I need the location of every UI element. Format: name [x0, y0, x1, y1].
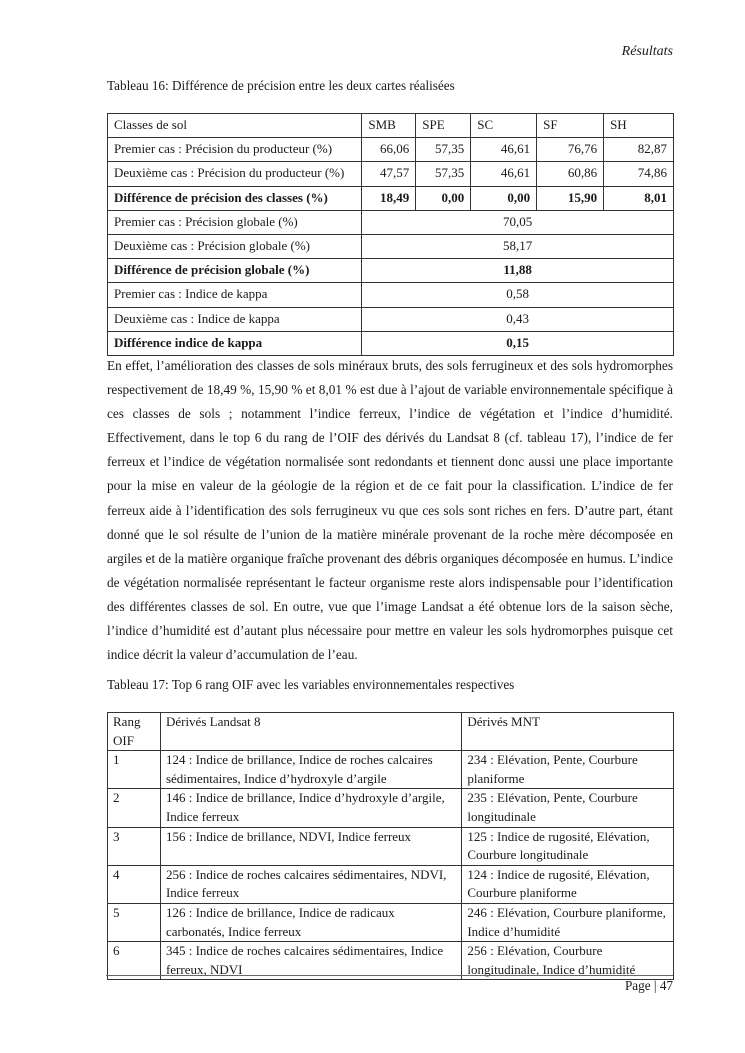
merged-value: 0,15 [362, 331, 674, 355]
rank-cell: 3 [108, 827, 161, 865]
table-row-bold [108, 331, 674, 355]
column-header: Dérivés MNT [462, 713, 674, 751]
table-row [108, 827, 674, 865]
table-row [108, 751, 674, 789]
page-separator: | [653, 978, 657, 993]
landsat-cell: 146 : Indice de brillance, Indice d’hydroxyle d’argile, Indice ferreux [160, 789, 461, 827]
landsat-cell: 156 : Indice de brillance, NDVI, Indice ferreux [160, 827, 461, 865]
merged-value: 58,17 [362, 234, 674, 258]
table-row [108, 234, 674, 258]
mnt-cell: 125 : Indice de rugosité, Elévation, Courbure longitudinale [462, 827, 674, 865]
table-row [108, 138, 674, 162]
cell-value: 76,76 [537, 138, 604, 162]
landsat-cell: 126 : Indice de brillance, Indice de radicaux carbonatés, Indice ferreux [160, 903, 461, 941]
landsat-cell: 124 : Indice de brillance, Indice de roches calcaires sédimentaires, Indice d’hydroxyle d’argile [160, 751, 461, 789]
page-footer [106, 975, 673, 994]
body-paragraph [107, 354, 673, 667]
row-label: Premier cas : Indice de kappa [108, 283, 362, 307]
row-label: Deuxième cas : Précision globale (%) [108, 234, 362, 258]
table-row [108, 307, 674, 331]
row-label: Deuxième cas : Précision du producteur (%) [108, 162, 362, 186]
column-header: SF [537, 114, 604, 138]
merged-value: 70,05 [362, 210, 674, 234]
rank-cell: 2 [108, 789, 161, 827]
merged-value: 0,43 [362, 307, 674, 331]
table-row-bold [108, 259, 674, 283]
mnt-cell: 246 : Elévation, Courbure planiforme, Indice d’humidité [462, 903, 674, 941]
mnt-cell: 256 : Elévation, Courbure longitudinale, Indice d’humidité [462, 942, 674, 980]
cell-value: 57,35 [416, 138, 471, 162]
cell-value: 18,49 [362, 186, 416, 210]
row-label: Premier cas : Précision globale (%) [108, 210, 362, 234]
rank-cell: 4 [108, 865, 161, 903]
column-header: SH [604, 114, 674, 138]
cell-value: 8,01 [604, 186, 674, 210]
cell-value: 57,35 [416, 162, 471, 186]
row-label: Différence de précision des classes (%) [108, 186, 362, 210]
table-header-row [108, 114, 674, 138]
table16 [107, 113, 674, 356]
column-header: Rang OIF [108, 713, 161, 751]
table-row [108, 283, 674, 307]
cell-value: 66,06 [362, 138, 416, 162]
cell-value: 60,86 [537, 162, 604, 186]
cell-value: 0,00 [416, 186, 471, 210]
table17 [107, 712, 674, 980]
table17-caption: Tableau 17: Top 6 rang OIF avec les variables environnementales respectives [107, 677, 515, 692]
rank-cell: 5 [108, 903, 161, 941]
column-header: SMB [362, 114, 416, 138]
table-row [108, 162, 674, 186]
table16-caption: Tableau 16: Différence de précision entre les deux cartes réalisées [107, 78, 455, 93]
cell-value: 46,61 [471, 138, 537, 162]
page-number: 47 [659, 978, 673, 993]
table-row [108, 865, 674, 903]
landsat-cell: 345 : Indice de roches calcaires sédimentaires, Indice ferreux, NDVI [160, 942, 461, 980]
row-label: Deuxième cas : Indice de kappa [108, 307, 362, 331]
running-header: Résultats [621, 44, 673, 59]
column-header: SPE [416, 114, 471, 138]
cell-value: 0,00 [471, 186, 537, 210]
row-label: Différence indice de kappa [108, 331, 362, 355]
landsat-cell: 256 : Indice de roches calcaires sédimentaires, NDVI, Indice ferreux [160, 865, 461, 903]
table-row [108, 210, 674, 234]
table-header-row [108, 713, 674, 751]
mnt-cell: 124 : Indice de rugosité, Elévation, Courbure planiforme [462, 865, 674, 903]
merged-value: 11,88 [362, 259, 674, 283]
cell-value: 15,90 [537, 186, 604, 210]
column-header: Dérivés Landsat 8 [160, 713, 461, 751]
column-header: SC [471, 114, 537, 138]
mnt-cell: 234 : Elévation, Pente, Courbure planiforme [462, 751, 674, 789]
cell-value: 82,87 [604, 138, 674, 162]
row-label: Premier cas : Précision du producteur (%) [108, 138, 362, 162]
mnt-cell: 235 : Elévation, Pente, Courbure longitudinale [462, 789, 674, 827]
cell-value: 74,86 [604, 162, 674, 186]
paragraph-text: En effet, l’amélioration des classes de sols minéraux bruts, des sols ferrugineux et des sols hydromorphes respectivement de 18,49 %, 15,90 % et 8,01 % est due à l’ajout de variable environnementale spécifique à ces classes de sols ; notamment l’indice ferreux, l’indice de végétation et l’indice d’humidité. Effectivement, dans le top 6 du rang de l’OIF des dérivés du Landsat 8 (cf. tableau 17), l’indice de fer ferreux et l’indice de végétation normalisée sont redondants et tiennent donc aussi une place importante pour la mise en valeur de la géologie de la région et de ce fait pour la classification. L’indice de fer ferreux aide à l’identification des sols ferrugineux vu que ces sols sont riches en fers. D’autre part, étant donné que le sol résulte de l’union de la matière minérale provenant de la roche mère décomposée en argiles et de la matière organique fraîche provenant des débris organiques décomposée en humus. L’indice de végétation normalisée représentant le facteur organisme reste alors indispensable pour l’identification des différentes classes de sol. En outre, vue que l’image Landsat a été obtenue lors de la saison sèche, l’indice d’humidité est d’autant plus nécessaire pour mettre en valeur les sols hydromorphes puisque cet indice décrit la valeur d’accumulation de l’eau. [107, 358, 673, 663]
rank-cell: 6 [108, 942, 161, 980]
page-label: Page [624, 978, 651, 993]
row-label: Différence de précision globale (%) [108, 259, 362, 283]
cell-value: 47,57 [362, 162, 416, 186]
table-row [108, 903, 674, 941]
merged-value: 0,58 [362, 283, 674, 307]
column-header: Classes de sol [108, 114, 362, 138]
table-row-bold [108, 186, 674, 210]
table-row [108, 789, 674, 827]
cell-value: 46,61 [471, 162, 537, 186]
rank-cell: 1 [108, 751, 161, 789]
